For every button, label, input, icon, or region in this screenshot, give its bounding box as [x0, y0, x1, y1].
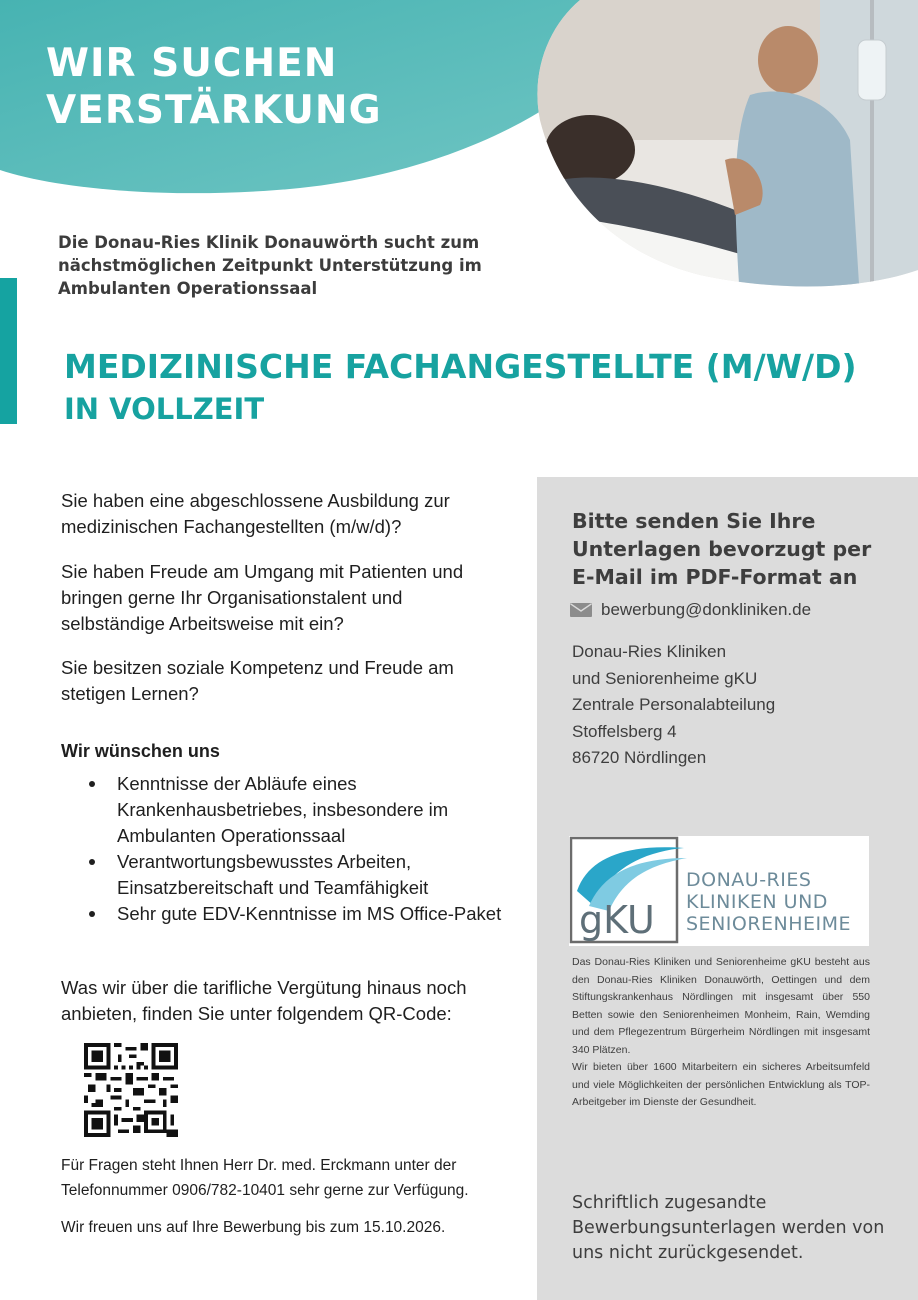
wishes-list — [87, 771, 507, 927]
email-link[interactable]: bewerbung@donkliniken.de — [601, 600, 812, 619]
return-note: Schriftlich zugesandte Bewerbungsunterlagen werden von uns nicht zurückgesendet. — [572, 1193, 885, 1263]
wish-text: Verantwortungsbewusstes Arbeiten, Einsatzbereitschaft und Teamfähigkeit — [117, 851, 429, 898]
question-3: Sie besitzen soziale Kompetenz und Freude am stetigen Lernen? — [61, 657, 454, 704]
headline-line-2: VERSTÄRKUNG — [46, 88, 382, 133]
contact-text: Für Fragen steht Ihnen Herr Dr. med. Erckmann unter der Telefonnummer 0906/782-10401 sehr gerne zur Verfügung. — [61, 1157, 469, 1199]
intro-text: Die Donau-Ries Klinik Donauwörth sucht zum nächstmöglichen Zeitpunkt Unterstützung im Ambulanten Operationssaal — [58, 233, 482, 298]
application-title: Bitte senden Sie Ihre Unterlagen bevorzugt per E-Mail im PDF-Format an — [572, 509, 872, 589]
bullet-icon — [89, 859, 95, 865]
logo-mark: gKU — [579, 898, 655, 942]
email-row — [570, 600, 811, 620]
job-title — [64, 345, 857, 429]
wish-text: Sehr gute EDV-Kenntnisse im MS Office-Paket — [117, 903, 502, 924]
address-line: und Seniorenheime gKU — [572, 668, 758, 688]
job-title-line-2: IN VOLLZEIT — [64, 392, 265, 426]
address-line: Zentrale Personalabteilung — [572, 695, 776, 714]
envelope-icon — [570, 603, 592, 617]
bullet-icon — [89, 911, 95, 917]
bullet-icon — [89, 781, 95, 787]
about-text — [572, 954, 870, 1112]
logo-line-2: KLINIKEN UND — [686, 891, 828, 913]
address-line: Stoffelsberg 4 — [572, 721, 677, 741]
offer-text: Was wir über die tarifliche Vergütung hinaus noch anbieten, finden Sie unter folgendem QR-Code: — [61, 977, 467, 1024]
deadline-text: Wir freuen uns auf Ihre Bewerbung bis zum 15.10.2026. — [61, 1219, 446, 1236]
qr-code[interactable] — [84, 1043, 178, 1137]
address-line: Donau-Ries Kliniken — [572, 642, 727, 661]
question-1: Sie haben eine abgeschlossene Ausbildung zur medizinischen Fachangestellten (m/w/d)? — [61, 490, 450, 537]
headline-line-1: WIR SUCHEN — [46, 41, 338, 86]
logo-line-3: SENIORENHEIME — [686, 913, 852, 935]
postal-address — [572, 639, 892, 772]
question-2: Sie haben Freude am Umgang mit Patienten und bringen gerne Ihr Organisationstalent und selbständige Arbeitsweise mit ein? — [61, 561, 464, 634]
list-item — [87, 849, 507, 901]
list-item — [87, 901, 507, 927]
logo-wordmark — [686, 869, 851, 935]
job-title-line-1: MEDIZINISCHE FACHANGESTELLTE (M/W/D) — [64, 347, 857, 386]
headline — [46, 40, 382, 134]
logo-line-1: DONAU-RIES — [686, 869, 812, 891]
about-paragraph-1: Das Donau-Ries Kliniken und Seniorenheime gKU besteht aus den Donau-Ries Kliniken Donauwörth, Oettingen und dem Stiftungskrankenhaus Nördlingen mit insgesamt über 550 Betten sowie den Seniorenheimen Monheim, Rain, Wemding und dem Pflegezentrum Bürgerheim Nördlingen mit insgesamt 340 Plätzen. — [572, 956, 870, 1056]
wishes-heading: Wir wünschen uns — [61, 741, 220, 761]
accent-bar — [0, 278, 17, 424]
header-photo — [520, 0, 918, 300]
list-item — [87, 771, 507, 849]
about-paragraph-2: Wir bieten über 1600 Mitarbeitern ein sicheres Arbeitsumfeld und viele Möglichkeiten der persönlichen Entwicklung als TOP-Arbeitgeber im Dienste der Gesundheit. — [572, 1061, 870, 1108]
address-line: 86720 Nördlingen — [572, 748, 707, 767]
wish-text: Kenntnisse der Abläufe eines Krankenhausbetriebes, insbesondere im Ambulanten Operationssaal — [117, 773, 449, 846]
